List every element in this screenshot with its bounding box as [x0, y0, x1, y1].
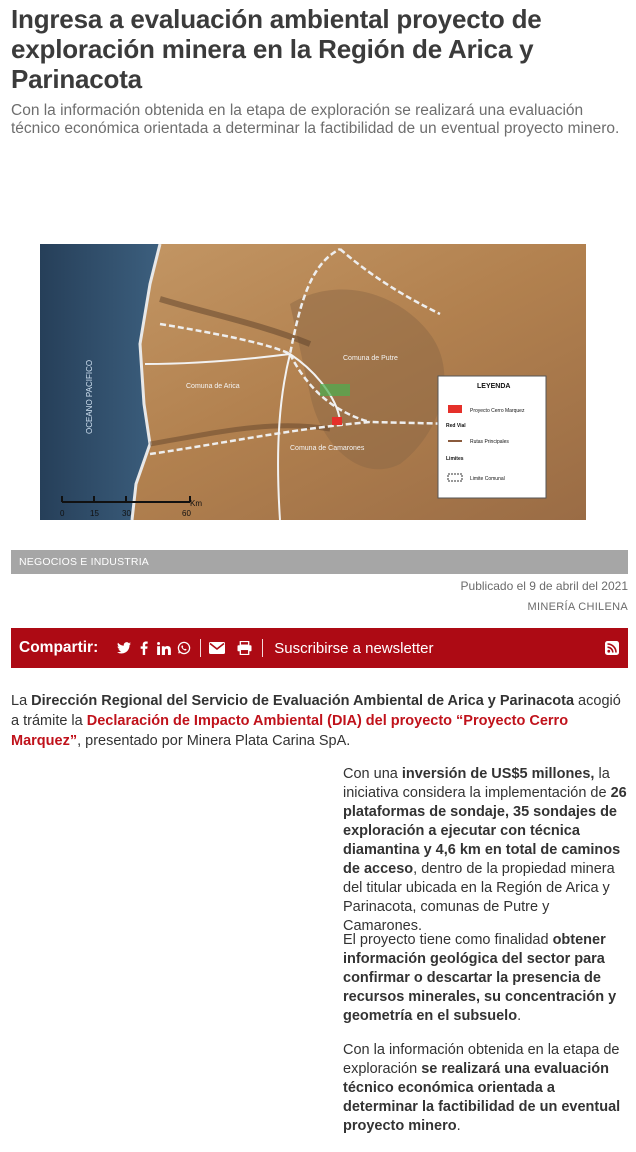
map-scale-tick: 15 [90, 509, 99, 518]
whatsapp-icon[interactable] [176, 641, 191, 656]
map-project-area [320, 384, 350, 396]
map-legend [438, 376, 546, 498]
map-scale-unit: Km [190, 499, 202, 508]
article-lead: Con la información obtenida en la etapa de exploración se realizará una evaluación técnico económica orientada a determinar la factibilidad de un eventual proyecto minero. [11, 102, 620, 137]
svg-text:Red Vial: Red Vial [446, 423, 466, 429]
svg-text:Proyecto Cerro Marquez: Proyecto Cerro Marquez [470, 408, 525, 414]
highlight-text: obtener información geológica del sector para confirmar o descartar la presencia de recursos minerales, su concentración y geometría en el subsuelo [343, 932, 617, 1024]
article-paragraph-evaluation: Con la información obtenida en la etapa de exploración se realizará una evaluación técnico económica orientada a determinar la factibilidad de un eventual proyecto minero. [343, 1042, 621, 1134]
rss-icon[interactable] [605, 641, 619, 655]
map-commune-label: Comuna de Arica [186, 383, 240, 390]
svg-text:Limites: Limites [446, 456, 464, 462]
category-badge[interactable]: NEGOCIOS E INDUSTRIA [11, 550, 628, 574]
map-scale-tick: 30 [122, 509, 131, 518]
map-commune-label: Comuna de Camarones [290, 445, 365, 452]
highlight-text: 26 plataformas de sondaje, 35 sondajes de exploración a ejecutar con técnica diamantina y 4,6 km en total de caminos de acceso [343, 785, 627, 877]
project-location-map [40, 244, 586, 520]
print-icon[interactable] [236, 641, 253, 656]
svg-text:Rutas Principales: Rutas Principales [470, 439, 509, 445]
source-label: MINERÍA CHILENA [527, 601, 628, 613]
article-title: Ingresa a evaluación ambiental proyecto de exploración minera en la Región de Arica y Parinacota [11, 4, 542, 94]
map-project-marker [332, 417, 342, 425]
map-legend-title: LEYENDA [477, 383, 511, 390]
article-paragraph-investment: Con una inversión de US$5 millones, la iniciativa considera la implementación de 26 plataformas de sondaje, 35 sondajes de exploración a ejecutar con técnica diamantina y 4,6 km en total de caminos de acceso, dentro de la propiedad minera del titular ubicada en la Región de Arica y Parinacota, comunas de Putre y Camarones. [343, 766, 627, 934]
linkedin-icon[interactable] [156, 641, 171, 656]
svg-text:Limite Comunal: Limite Comunal [470, 476, 505, 482]
share-divider [200, 639, 201, 657]
highlight-text: se realizará una evaluación técnico económica orientada a determinar la factibilidad de un eventual proyecto minero [343, 1061, 621, 1134]
map-ocean-label: OCEANO PACIFICO [85, 359, 94, 434]
newsletter-link[interactable]: Suscribirse a newsletter [274, 639, 434, 657]
highlight-text: Dirección Regional del Servicio de Evaluación Ambiental de Arica y Parinacota [31, 693, 575, 709]
share-divider [262, 639, 263, 657]
map-commune-label: Comuna de Putre [343, 355, 398, 362]
map-scale-tick: 60 [182, 509, 191, 518]
share-label: Compartir: [19, 639, 99, 656]
share-bar [11, 628, 628, 668]
highlight-text: inversión de US$5 millones, [401, 766, 595, 782]
facebook-icon[interactable] [136, 641, 151, 656]
publish-date: Publicado el 9 de abril del 2021 [460, 579, 628, 593]
dia-link[interactable]: Declaración de Impacto Ambiental (DIA) del proyecto “Proyecto Cerro Marquez” [11, 713, 569, 749]
twitter-icon[interactable] [116, 641, 131, 656]
article-paragraph-purpose: El proyecto tiene como finalidad obtener información geológica del sector para confirmar o descartar la presencia de recursos minerales, su concentración y geometría en el subsuelo. [343, 932, 617, 1024]
map-scale-tick: 0 [60, 509, 65, 518]
article-intro-paragraph: La Dirección Regional del Servicio de Evaluación Ambiental de Arica y Parinacota acogió a trámite la Declaración de Impacto Ambiental (DIA) del proyecto “Proyecto Cerro Marquez”, presentado por Minera Plata Carina SpA. [11, 693, 621, 749]
email-icon[interactable] [208, 641, 225, 656]
